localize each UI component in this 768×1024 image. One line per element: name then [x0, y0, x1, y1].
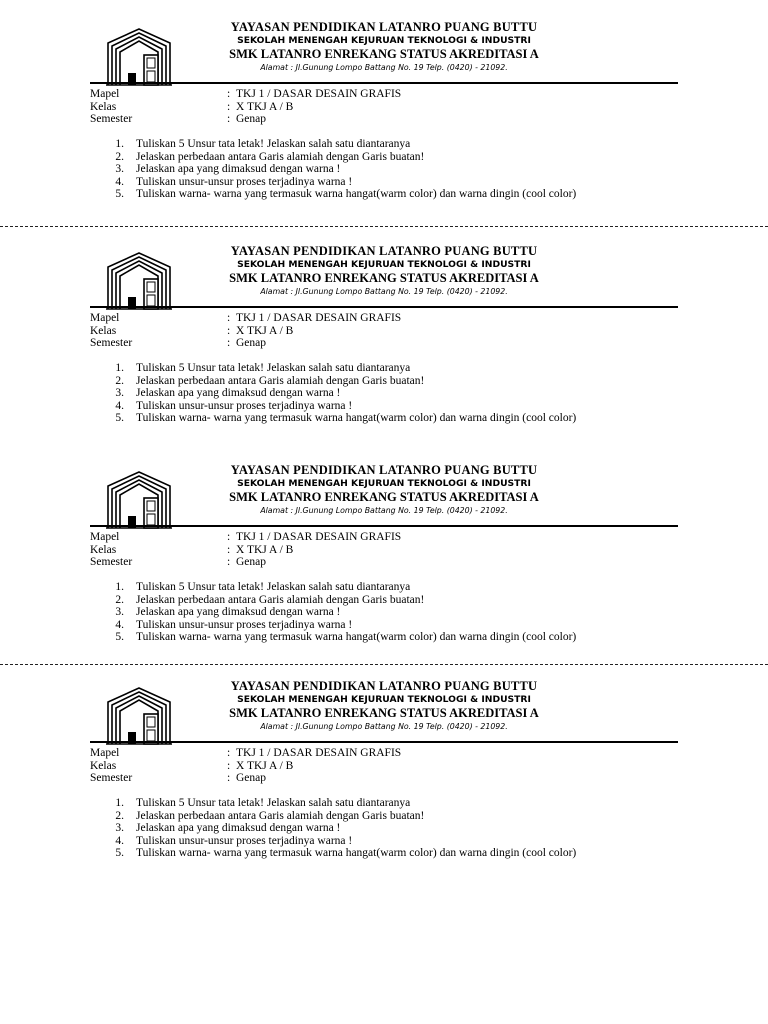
exam-sheet	[0, 16, 768, 232]
school-type: SEKOLAH MENENGAH KEJURUAN TEKNOLOGI & INDUSTRI	[237, 478, 531, 489]
kelas-label: Kelas	[90, 543, 117, 556]
colon: :	[227, 759, 231, 772]
question-number: 4.	[115, 834, 124, 847]
school-address: Alamat : Jl.Gunung Lompo Battang No. 19 Telp. (0420) - 21092.	[260, 63, 508, 72]
school-address: Alamat : Jl.Gunung Lompo Battang No. 19 Telp. (0420) - 21092.	[260, 722, 508, 731]
cut-line	[0, 664, 768, 665]
question-number: 2.	[115, 809, 124, 822]
question-number: 1.	[115, 581, 124, 593]
question-number: 3.	[115, 606, 124, 619]
school-type: SEKOLAH MENENGAH KEJURUAN TEKNOLOGI & INDUSTRI	[237, 694, 531, 705]
header-divider	[90, 741, 678, 743]
colon: :	[227, 531, 231, 543]
question-text: Tuliskan 5 Unsur tata letak! Jelaskan salah satu diantaranya	[136, 362, 411, 374]
kelas-label: Kelas	[90, 100, 117, 113]
question-number: 1.	[115, 362, 124, 374]
exam-sheet	[0, 240, 768, 456]
question-number: 4.	[115, 175, 124, 188]
colon: :	[227, 556, 231, 569]
header-divider	[90, 82, 678, 84]
question-text: Jelaskan apa yang dimaksud dengan warna !	[136, 163, 341, 176]
question-number: 5.	[115, 412, 124, 425]
kelas-value: X TKJ A / B	[236, 100, 294, 113]
school-name: SMK LATANRO ENREKANG STATUS AKREDITASI A	[229, 271, 539, 285]
school-address: Alamat : Jl.Gunung Lompo Battang No. 19 Telp. (0420) - 21092.	[260, 506, 508, 515]
question-text: Tuliskan 5 Unsur tata letak! Jelaskan salah satu diantaranya	[136, 138, 411, 150]
question-text: Tuliskan 5 Unsur tata letak! Jelaskan salah satu diantaranya	[136, 581, 411, 593]
school-logo-icon	[106, 27, 172, 87]
question-text: Tuliskan warna- warna yang termasuk warna hangat(warm color) dan warna dingin (cool color)	[136, 631, 577, 644]
question-number: 2.	[115, 593, 124, 606]
colon: :	[227, 113, 231, 126]
question-text: Jelaskan perbedaan antara Garis alamiah dengan Garis buatan!	[136, 593, 425, 606]
kelas-value: X TKJ A / B	[236, 759, 294, 772]
kelas-label: Kelas	[90, 759, 117, 772]
question-text: Tuliskan unsur-unsur proses terjadinya warna !	[136, 618, 353, 631]
foundation-name: YAYASAN PENDIDIKAN LATANRO PUANG BUTTU	[230, 20, 538, 34]
kelas-label: Kelas	[90, 324, 117, 337]
question-number: 2.	[115, 150, 124, 163]
question-text: Tuliskan unsur-unsur proses terjadinya warna !	[136, 175, 353, 188]
question-text: Tuliskan warna- warna yang termasuk warna hangat(warm color) dan warna dingin (cool color)	[136, 847, 577, 860]
foundation-name: YAYASAN PENDIDIKAN LATANRO PUANG BUTTU	[230, 463, 538, 477]
exam-sheet	[0, 675, 768, 891]
mapel-value: TKJ 1 / DASAR DESAIN GRAFIS	[236, 531, 402, 543]
mapel-value: TKJ 1 / DASAR DESAIN GRAFIS	[236, 747, 402, 759]
colon: :	[227, 543, 231, 556]
colon: :	[227, 88, 231, 100]
school-name: SMK LATANRO ENREKANG STATUS AKREDITASI A	[229, 490, 539, 504]
question-text: Jelaskan perbedaan antara Garis alamiah dengan Garis buatan!	[136, 374, 425, 387]
question-text: Tuliskan 5 Unsur tata letak! Jelaskan salah satu diantaranya	[136, 797, 411, 809]
question-number: 5.	[115, 847, 124, 860]
question-number: 4.	[115, 399, 124, 412]
mapel-label: Mapel	[90, 531, 120, 543]
colon: :	[227, 100, 231, 113]
header-divider	[90, 525, 678, 527]
question-number: 1.	[115, 797, 124, 809]
exam-sheet	[0, 459, 768, 675]
question-text: Tuliskan warna- warna yang termasuk warna hangat(warm color) dan warna dingin (cool color)	[136, 412, 577, 425]
colon: :	[227, 312, 231, 324]
colon: :	[227, 772, 231, 785]
question-text: Jelaskan apa yang dimaksud dengan warna !	[136, 606, 341, 619]
kelas-value: X TKJ A / B	[236, 543, 294, 556]
question-number: 2.	[115, 374, 124, 387]
school-type: SEKOLAH MENENGAH KEJURUAN TEKNOLOGI & INDUSTRI	[237, 35, 531, 46]
school-name: SMK LATANRO ENREKANG STATUS AKREDITASI A	[229, 706, 539, 720]
question-number: 3.	[115, 387, 124, 400]
colon: :	[227, 747, 231, 759]
mapel-value: TKJ 1 / DASAR DESAIN GRAFIS	[236, 312, 402, 324]
kelas-value: X TKJ A / B	[236, 324, 294, 337]
header-divider	[90, 306, 678, 308]
colon: :	[227, 337, 231, 350]
foundation-name: YAYASAN PENDIDIKAN LATANRO PUANG BUTTU	[230, 244, 538, 258]
question-text: Tuliskan unsur-unsur proses terjadinya warna !	[136, 834, 353, 847]
question-number: 4.	[115, 618, 124, 631]
question-text: Jelaskan apa yang dimaksud dengan warna !	[136, 822, 341, 835]
question-number: 1.	[115, 138, 124, 150]
mapel-label: Mapel	[90, 312, 120, 324]
question-text: Tuliskan warna- warna yang termasuk warna hangat(warm color) dan warna dingin (cool color)	[136, 188, 577, 201]
question-text: Jelaskan apa yang dimaksud dengan warna !	[136, 387, 341, 400]
question-text: Jelaskan perbedaan antara Garis alamiah dengan Garis buatan!	[136, 150, 425, 163]
school-logo-icon	[106, 251, 172, 311]
mapel-label: Mapel	[90, 88, 120, 100]
mapel-label: Mapel	[90, 747, 120, 759]
semester-value: Genap	[236, 113, 267, 126]
semester-value: Genap	[236, 556, 267, 569]
question-number: 3.	[115, 822, 124, 835]
school-logo-icon	[106, 470, 172, 530]
semester-label: Semester	[90, 337, 133, 350]
question-number: 3.	[115, 163, 124, 176]
question-number: 5.	[115, 631, 124, 644]
school-name: SMK LATANRO ENREKANG STATUS AKREDITASI A	[229, 47, 539, 61]
semester-value: Genap	[236, 772, 267, 785]
semester-label: Semester	[90, 113, 133, 126]
question-number: 5.	[115, 188, 124, 201]
mapel-value: TKJ 1 / DASAR DESAIN GRAFIS	[236, 88, 402, 100]
school-address: Alamat : Jl.Gunung Lompo Battang No. 19 Telp. (0420) - 21092.	[260, 287, 508, 296]
semester-value: Genap	[236, 337, 267, 350]
question-text: Jelaskan perbedaan antara Garis alamiah dengan Garis buatan!	[136, 809, 425, 822]
cut-line	[0, 226, 768, 227]
school-type: SEKOLAH MENENGAH KEJURUAN TEKNOLOGI & INDUSTRI	[237, 259, 531, 270]
school-logo-icon	[106, 686, 172, 746]
foundation-name: YAYASAN PENDIDIKAN LATANRO PUANG BUTTU	[230, 679, 538, 693]
semester-label: Semester	[90, 772, 133, 785]
semester-label: Semester	[90, 556, 133, 569]
question-text: Tuliskan unsur-unsur proses terjadinya warna !	[136, 399, 353, 412]
colon: :	[227, 324, 231, 337]
